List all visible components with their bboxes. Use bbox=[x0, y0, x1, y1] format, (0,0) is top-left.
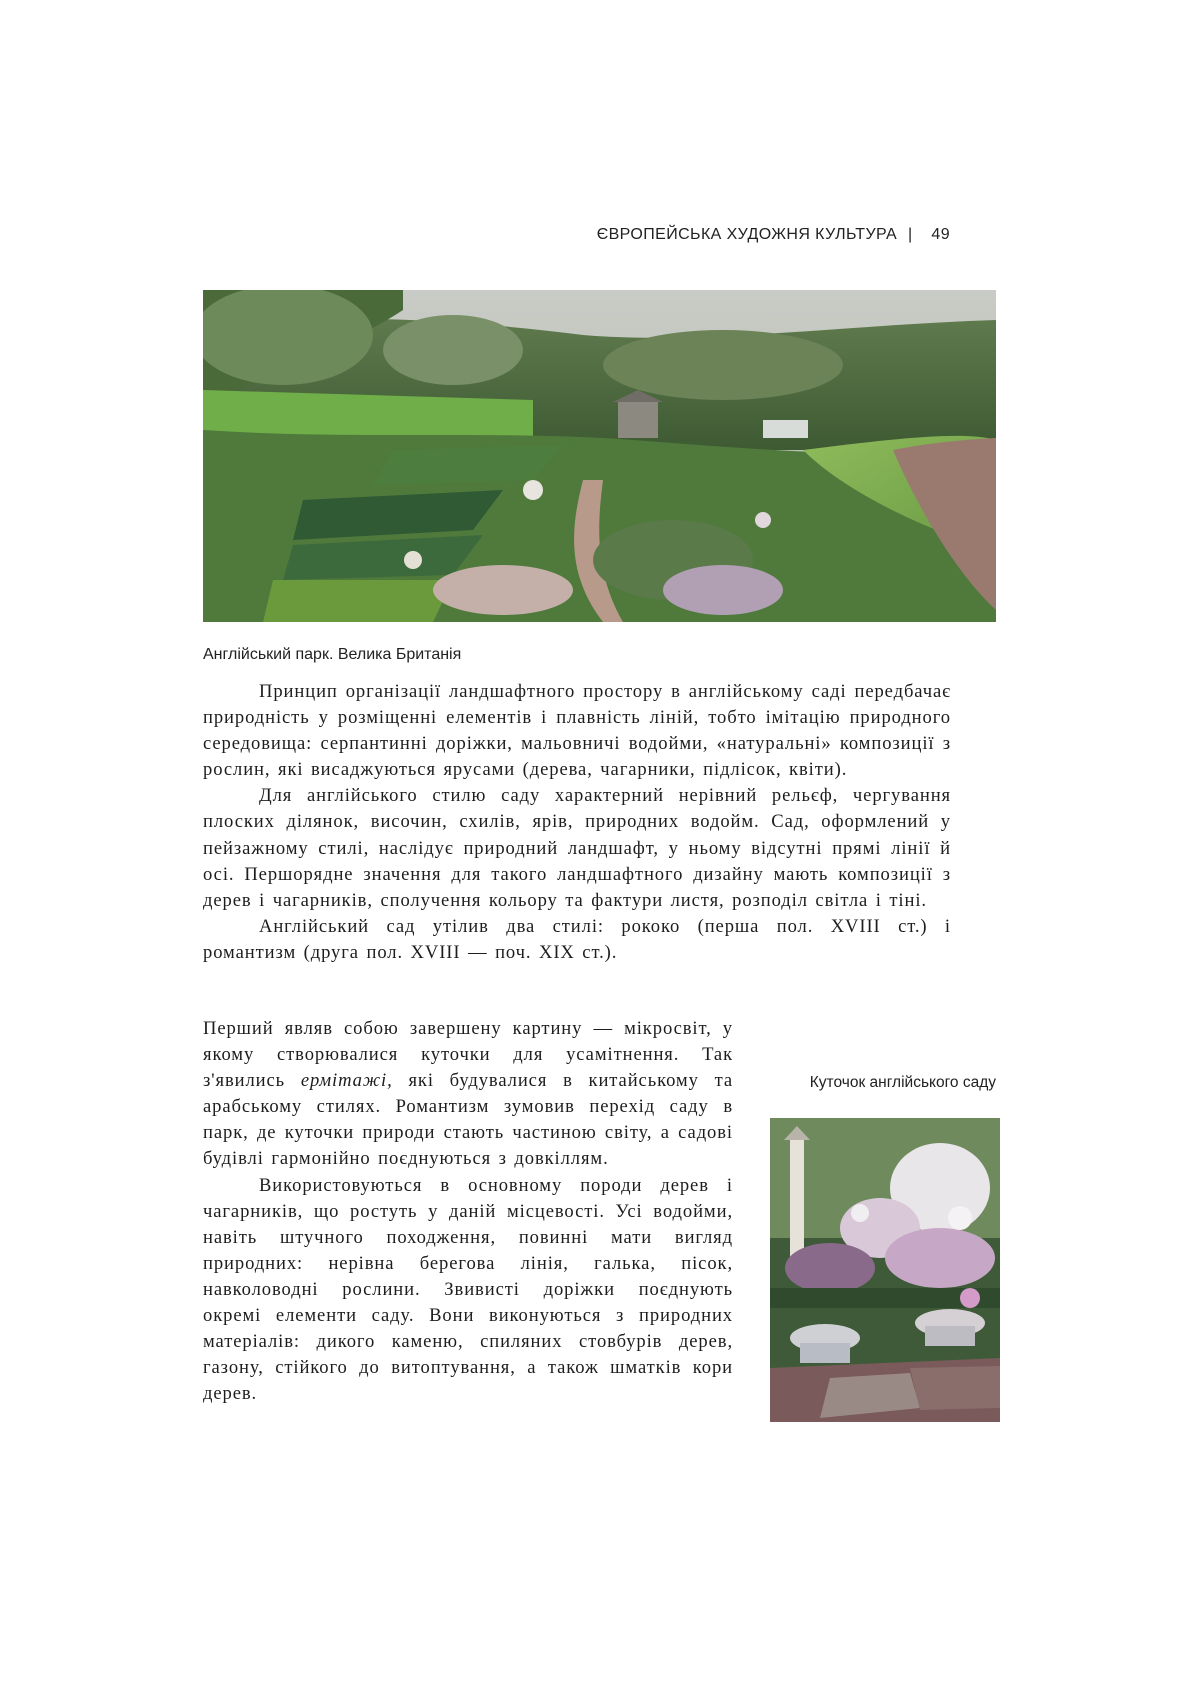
hermitages-term: ермітажі, bbox=[300, 1070, 393, 1092]
paragraph-4: Використовуються в основному породи дерев і чагарників, що ростуть у даній місцевості. Усі водойми, навіть штучного походження, повинні мати вигляд природних: нерівна берегова лінія, галька, пісок, навколоводні рослини. Звивисті доріжки поєднують окремі елементи саду. Вони виконуються з природних матеріалів: дикого каменю, спиляних стовбурів дерев, газону, стійкого до витоптування, а також шматків кори дерев. bbox=[203, 1174, 733, 1405]
paragraph-3-part-a: Перший являв собою завершену картину — мікросвіт, у якому створювалися куточки для усамітнення. Так з'явились bbox=[203, 1018, 733, 1092]
body-text-narrow-column bbox=[203, 1016, 733, 1407]
english-park-photo bbox=[203, 290, 996, 622]
paragraph-3-part-b: які будувалися в китайському та арабському стилях. Романтизм зумовив перехід саду в парк, де куточки природи стають частиною світу, а садові будівлі гармонійно поєднуються з довкіллям. bbox=[203, 1070, 733, 1170]
header-separator: | bbox=[907, 226, 913, 243]
running-header bbox=[560, 226, 950, 244]
english-garden-corner-photo bbox=[770, 1118, 1000, 1422]
paragraph-1: Принцип організації ландшафтного простору в англійському саді передбачає природність у розміщенні елементів і плавність ліній, тобто імітацію природного середовища: серпантинні доріжки, мальовничі водойми, «натуральні» композиції з рослин, які висаджуються ярусами (дерева, чагарники, підлісок, квіти). bbox=[203, 681, 951, 781]
running-title: ЄВРОПЕЙСЬКА ХУДОЖНЯ КУЛЬТУРА bbox=[596, 226, 898, 243]
paragraph-3-start: Англійський сад утілив два стилі: рококо (перша пол. XVIII ст.) і романтизм (друга пол. XVIII — поч. XIX ст.). bbox=[203, 915, 951, 963]
paragraph-3-continued bbox=[203, 1016, 733, 1173]
small-photo-caption: Куточок англійського саду bbox=[809, 1074, 996, 1091]
main-photo-caption: Англійський парк. Велика Британія bbox=[203, 646, 462, 663]
body-text-full-width bbox=[203, 679, 951, 966]
paragraph-2: Для англійського стилю саду характерний нерівний рельєф, чергування плоских ділянок, височин, схилів, ярів, природних водойм. Сад, оформлений у пейзажному стилі, наслідує природний ландшафт, у ньому відсутні прямі лінії й осі. Першорядне значення для такого ландшафтного дизайну мають композиції з дерев і чагарників, сполучення кольору та фактури листя, розподіл світла і тіні. bbox=[203, 785, 951, 911]
page-number: 49 bbox=[931, 226, 950, 243]
